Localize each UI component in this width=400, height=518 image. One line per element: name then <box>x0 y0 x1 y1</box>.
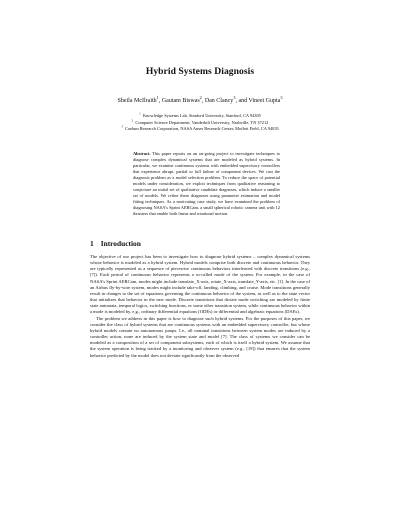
author-name: Sheila McIlraith <box>117 98 157 104</box>
section-body <box>90 254 310 359</box>
affiliation-mark: 1 <box>156 95 159 100</box>
section-heading <box>90 239 141 248</box>
affiliation-mark: 3 <box>280 95 283 100</box>
author <box>204 95 249 104</box>
section-number: 1 <box>90 239 94 248</box>
affiliation-text: Computer Science Department, Vanderbilt University, Nashville, TN 37212 <box>135 119 269 125</box>
author-separator: , <box>201 98 205 104</box>
author-name: Gautam Biswas <box>161 98 200 104</box>
body-paragraph: The problem we address in this paper is how to diagnose such hybrid systems. For the purposes of this paper, we consider the class of hybrid systems that are continuous systems with an embedded supervisory controller, but whose hybrid models contain no autonomous jumps. I.e., all nominal transitions between system modes are induced by a controller action, none are induced by the system state and model [7]. The class of systems we consider can be modeled as a composition of a set of component subsystems, each of which is itself a hybrid system. We assume that the system operation is being tracked by a monitoring and observer system (e.g., [19]) that ensures that the system behavior predicted by the model does not deviate significantly from the observed <box>90 315 310 358</box>
section-title: Introduction <box>100 239 141 248</box>
affiliation-mark: 2 <box>199 95 202 100</box>
affiliation-list <box>0 113 400 133</box>
paper-title: Hybrid Systems Diagnosis <box>145 66 255 77</box>
author-name: Dan Clancy <box>204 98 234 104</box>
body-paragraph: The objective of our project has been to investigate how to diagnose hybrid systems – complex dynamical systems whose behavior is modeled as a hybrid system. Hybrid models comprise both discrete and continuous behavior. They are typically represented as a sequence of piecewise continuous behaviors interleaved with discrete transitions (e.g., [7]). Each period of continuous behavior represents a so-called mode of the system. For example, in the case of NASA's Sprint AERCam, modes might include translate_X-axis, rotate_X-axis, translate_Y-axis, etc. [1]. In the case of an Airbus fly-by-wire system, modes might include take-off, landing, climbing, and cruise. Mode transitions generally result in changes to the set of equations governing the continuous behavior of the system, as well as to the state vector that initializes that behavior in the new mode. Discrete transitions that dictate mode switching are modeled by finite state automata, temporal logics, switching functions, or some other transition system, while continuous behavior within a mode is modeled by, e.g., ordinary differential equations (ODEs) or differential and algebraic equations (DAEs). <box>90 254 310 315</box>
affiliation-mark: 3 <box>233 95 236 100</box>
affiliation-text: Caelum Research Corporation, NASA Ames Research Center, Moffett Field, CA 94035 <box>125 126 279 131</box>
author <box>248 95 283 104</box>
author-separator: , and <box>235 98 249 104</box>
affiliation-mark: 3 <box>121 124 123 129</box>
author <box>161 95 205 104</box>
affiliation-mark: 1 <box>139 111 141 116</box>
author <box>117 95 162 104</box>
author-list <box>0 95 400 104</box>
abstract-label: Abstract. <box>133 151 151 156</box>
affiliation-mark: 2 <box>131 118 134 123</box>
abstract-text: This paper reports on an on-going project to investigate techniques to diagnose complex dynamical systems that are modeled as hybrid systems. In particular, we examine continuous systems with embedded supervisory controllers that experience abrupt, partial or full failure of component devices. We cast the diagnosis problem as a model selection problem. To reduce the space of potential models under consideration, we exploit techniques from qualitative reasoning to conjecture an initial set of qualitative candidate diagnoses, which induce a smaller set of models. We refine these diagnoses using parameter estimation and model fitting techniques. As a motivating case study, we have examined the problem of diagnosing NASA's Sprint AERCam, a small spherical robotic camera unit with 12 thrusters that enable both linear and rotational motion. <box>133 151 280 216</box>
affiliation <box>0 126 400 133</box>
abstract <box>133 151 280 216</box>
affiliation-text: Knowledge Systems Lab, Stanford University, Stanford, CA 94305 <box>142 113 261 118</box>
author-separator: , <box>158 98 162 104</box>
author-name: Vineet Gupta <box>248 98 281 104</box>
